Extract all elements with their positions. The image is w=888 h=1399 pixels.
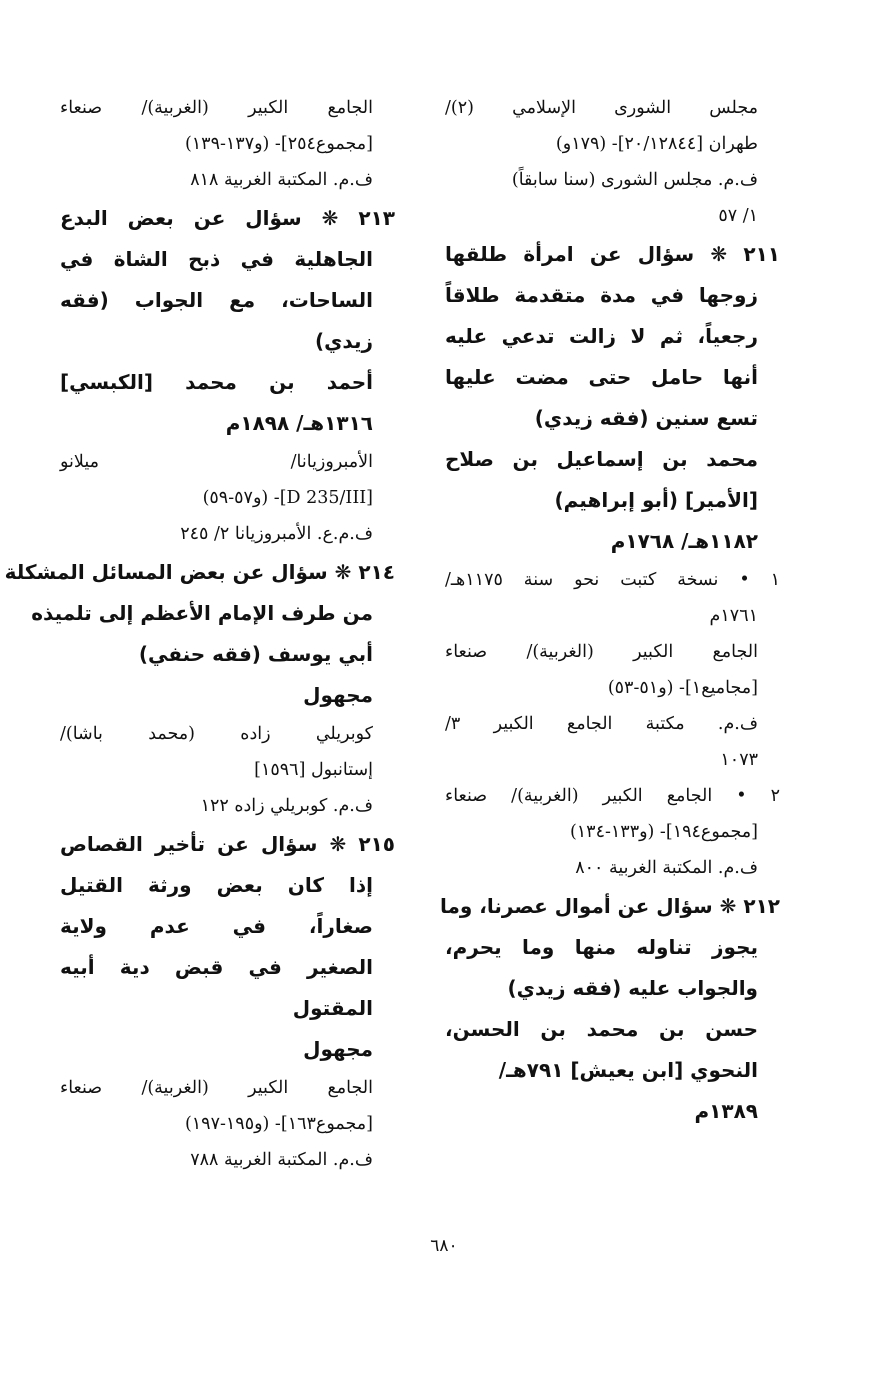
right-column-line: الجامع الكبير (الغربية)/ صنعاء bbox=[445, 642, 758, 662]
right-column-line: أنها حامل حتى مضت عليها bbox=[445, 365, 758, 389]
right-column-line: تسع سنين (فقه زيدي) bbox=[534, 406, 758, 430]
right-column-line: [مجموع١٩٤]- (و١٣٣-١٣٤) bbox=[569, 822, 758, 842]
right-column-line: ١٠٧٣ bbox=[720, 750, 758, 770]
right-column-line: [مجاميع١]- (و٥١-٥٣) bbox=[607, 678, 758, 698]
left-column-line: ف.م. المكتبة الغربية ٧٨٨ bbox=[190, 1150, 373, 1170]
right-column-line: [الأمير] (أبو إبراهيم) bbox=[554, 488, 758, 512]
right-column-line: حسن بن محمد بن الحسن، bbox=[445, 1017, 758, 1041]
left-column-line: ف.م.ع. الأمبروزيانا ٢/ ٢٤٥ bbox=[180, 524, 373, 544]
left-column-line: الصغير في قبض دية أبيه bbox=[60, 955, 373, 979]
right-column-line: ٢ • الجامع الكبير (الغربية)/ صنعاء bbox=[445, 786, 780, 806]
left-column-line: [D 235/III]- (و٥٧-٥٩) bbox=[202, 488, 373, 508]
left-column-line: ٢١٤ ❋ سؤال عن بعض المسائل المشكلة bbox=[4, 560, 395, 584]
left-column-line: من طرف الإمام الأعظم إلى تلميذه bbox=[31, 601, 373, 625]
right-column bbox=[440, 90, 780, 1132]
right-column-line: زوجها في مدة متقدمة طلاقاً bbox=[445, 283, 758, 307]
left-column-line: أحمد بن محمد [الكبسي] bbox=[60, 370, 373, 394]
left-column-line: مجهول bbox=[303, 683, 373, 707]
right-column-line: رجعياً، ثم لا زالت تدعي عليه bbox=[445, 324, 758, 348]
right-column-line: ١٧٦١م bbox=[709, 606, 758, 626]
right-column-line: محمد بن إسماعيل بن صلاح bbox=[445, 447, 758, 471]
right-column-line: ف.م. مجلس الشورى (سنا سابقاً) bbox=[511, 170, 758, 190]
left-column-line: المقتول bbox=[292, 996, 373, 1020]
left-column bbox=[4, 90, 395, 1178]
right-column-line: والجواب عليه (فقه زيدي) bbox=[507, 976, 758, 1000]
right-column-line: ف.م. المكتبة الغربية ٨٠٠ bbox=[575, 858, 758, 878]
left-column-line: الساحات، مع الجواب (فقه bbox=[60, 288, 373, 312]
page-number: ٦٨٠ bbox=[430, 1236, 458, 1256]
right-column-line: ٢١٢ ❋ سؤال عن أموال عصرنا، وما bbox=[440, 894, 780, 918]
left-column-line: الأمبروزيانا/ ميلانو bbox=[60, 452, 373, 472]
left-column-line: [مجموع١٦٣]- (و١٩٥-١٩٧) bbox=[184, 1114, 373, 1134]
left-column-line: ف.م. كوبريلي زاده ١٢٢ bbox=[200, 796, 373, 816]
left-column-line: كوبريلي زاده (محمد باشا)/ bbox=[60, 724, 373, 744]
left-column-line: إستانبول [١٥٩٦] bbox=[254, 760, 373, 780]
left-column-line: الجاهلية في ذبح الشاة في bbox=[60, 247, 373, 271]
left-column-line: زيدي) bbox=[314, 329, 373, 353]
right-column-line: النحوي [ابن يعيش] ٧٩١هـ/ bbox=[498, 1058, 758, 1082]
left-column-line: إذا كان بعض ورثة القتيل bbox=[60, 873, 373, 897]
right-column-line: يجوز تناوله منها وما يحرم، bbox=[445, 935, 758, 959]
right-column-line: ٢١١ ❋ سؤال عن امرأة طلقها bbox=[445, 242, 780, 266]
left-column-line: الجامع الكبير (الغربية)/ صنعاء bbox=[60, 1078, 373, 1098]
left-column-line: ف.م. المكتبة الغربية ٨١٨ bbox=[190, 170, 373, 190]
left-column-line: الجامع الكبير (الغربية)/ صنعاء bbox=[60, 98, 373, 118]
right-column-line: ١١٨٢هـ/ ١٧٦٨م bbox=[610, 529, 758, 553]
right-column-line: ١٣٨٩م bbox=[694, 1099, 758, 1123]
left-column-line: مجهول bbox=[303, 1037, 373, 1061]
right-column-line: ف.م. مكتبة الجامع الكبير ٣/ bbox=[445, 714, 758, 734]
right-column-line: مجلس الشورى الإسلامي (٢)/ bbox=[445, 98, 758, 118]
right-column-line: ١/ ٥٧ bbox=[718, 206, 758, 226]
left-column-line: صغاراً، في عدم ولاية bbox=[60, 914, 373, 938]
left-column-line: ٢١٣ ❋ سؤال عن بعض البدع bbox=[60, 206, 395, 230]
left-column-line: ١٣١٦هـ/ ١٨٩٨م bbox=[225, 411, 373, 435]
right-column-line: ١ • نسخة كتبت نحو سنة ١١٧٥هـ/ bbox=[445, 570, 780, 590]
left-column-line: [مجموع٢٥٤]- (و١٣٧-١٣٩) bbox=[184, 134, 373, 154]
left-column-line: ٢١٥ ❋ سؤال عن تأخير القصاص bbox=[60, 832, 395, 856]
right-column-line: طهران [٢٠/١٢٨٤٤]- (١٧٩و) bbox=[555, 134, 758, 154]
left-column-line: أبي يوسف (فقه حنفي) bbox=[138, 642, 373, 666]
